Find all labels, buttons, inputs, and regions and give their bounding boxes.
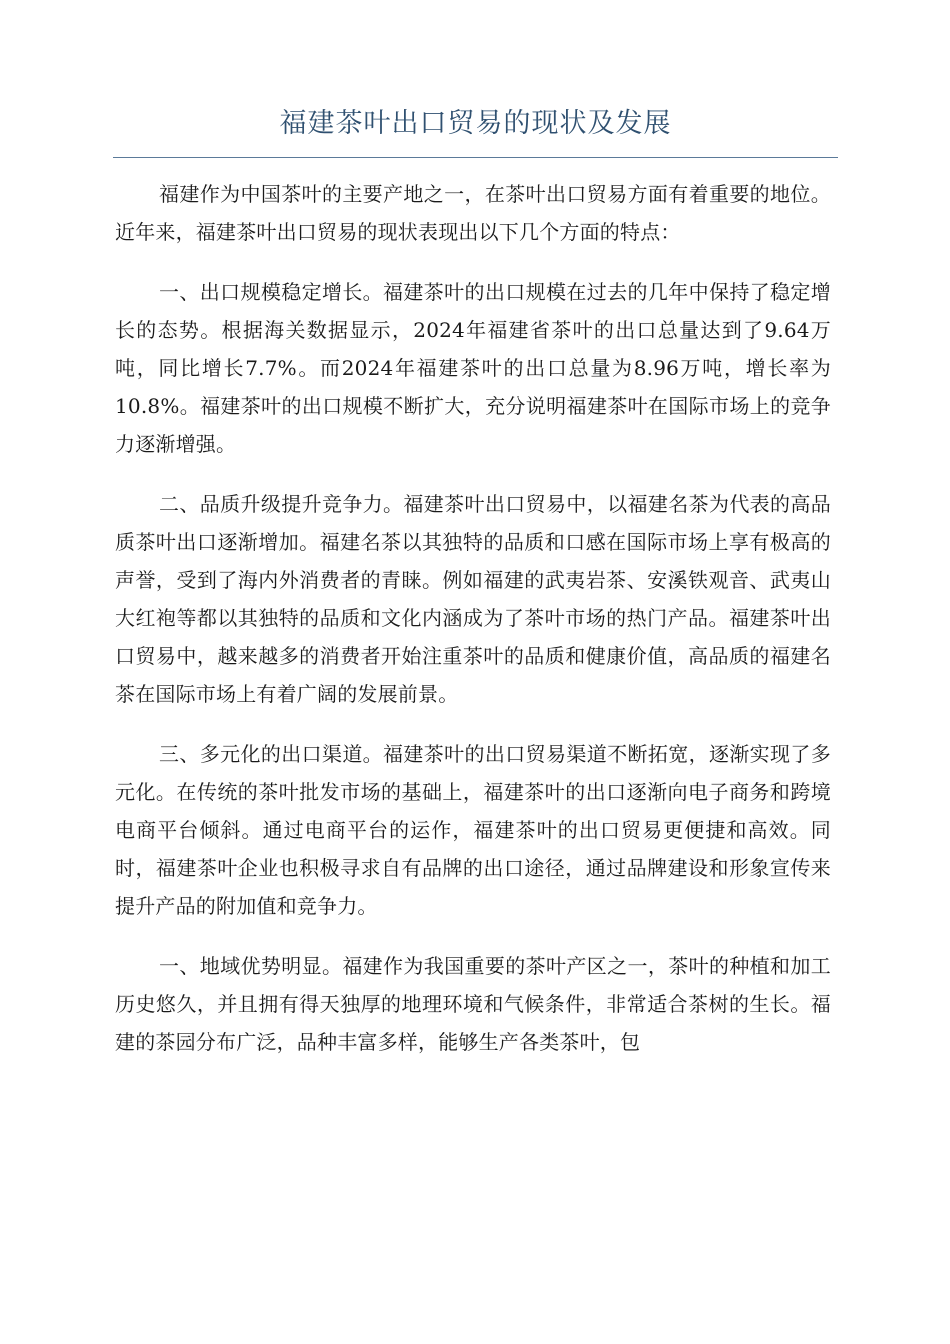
paragraph-quality-upgrade: 二、品质升级提升竞争力。福建茶叶出口贸易中，以福建名茶为代表的高品质茶叶出口逐渐增加。福建名茶以其独特的品质和口感在国际市场上享有极高的声誉，受到了海内外消费者的青睐。例如福建的武夷岩茶、安溪铁观音、武夷山大红袍等都以其独特的品质和文化内涵成为了茶叶市场的热门产品。福建茶叶出口贸易中，越来越多的消费者开始注重茶叶的品质和健康价值，高品质的福建名茶在国际市场上有着广阔的发展前景。 [115,492,831,706]
document-title: 福建茶叶出口贸易的现状及发展 [279,108,672,139]
title-divider [113,157,838,158]
paragraph-export-channels: 三、多元化的出口渠道。福建茶叶的出口贸易渠道不断拓宽，逐渐实现了多元化。在传统的茶叶批发市场的基础上，福建茶叶的出口逐渐向电子商务和跨境电商平台倾斜。通过电商平台的运作，福建茶叶的出口贸易更便捷和高效。同时，福建茶叶企业也积极寻求自有品牌的出口途径，通过品牌建设和形象宣传来提升产品的附加值和竞争力。 [115,742,831,918]
paragraph-regional-advantage: 一、地域优势明显。福建作为我国重要的茶叶产区之一，茶叶的种植和加工历史悠久，并且拥有得天独厚的地理环境和气候条件，非常适合茶树的生长。福建的茶园分布广泛，品种丰富多样，能够生产各类茶叶，包 [115,954,831,1054]
paragraph-export-scale: 一、出口规模稳定增长。福建茶叶的出口规模在过去的几年中保持了稳定增长的态势。根据海关数据显示，2024年福建省茶叶的出口总量达到了9.64万吨，同比增长7.7%。而2024年福建茶叶的出口总量为8.96万吨，增长率为10.8%。福建茶叶的出口规模不断扩大，充分说明福建茶叶在国际市场上的竞争力逐渐增强。 [115,280,831,456]
document-body [115,175,831,1083]
paragraph-intro: 福建作为中国茶叶的主要产地之一，在茶叶出口贸易方面有着重要的地位。近年来，福建茶叶出口贸易的现状表现出以下几个方面的特点： [115,182,831,244]
